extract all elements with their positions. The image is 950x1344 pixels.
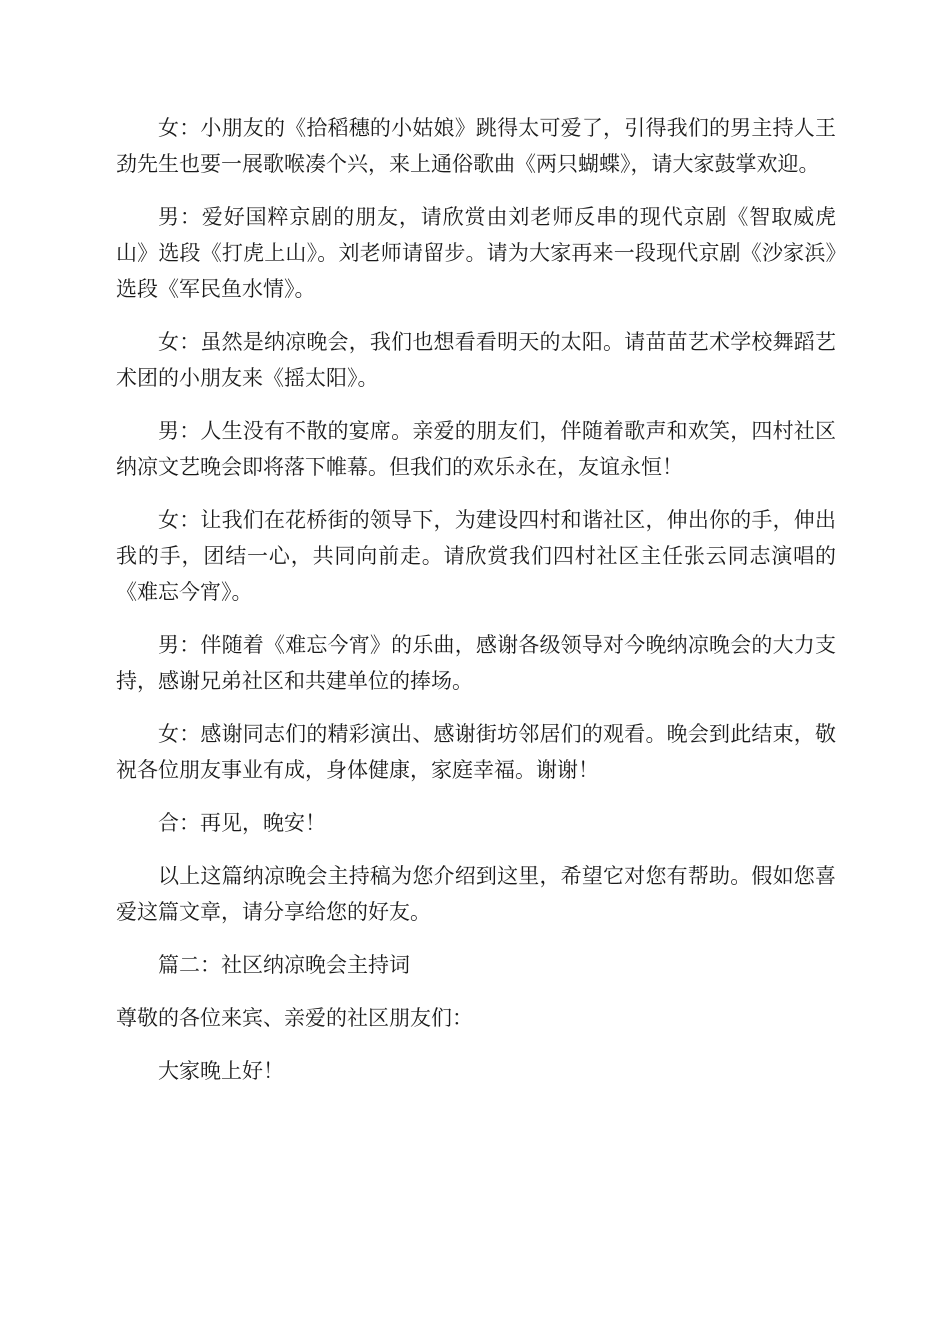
document-body [116, 110, 836, 1106]
paragraph-male-host-1: 男：爱好国粹京剧的朋友，请欣赏由刘老师反串的现代京剧《智取威虎山》选段《打虎上山》。刘老师请留步。请为大家再来一段现代京剧《沙家浜》选段《军民鱼水情》。 [116, 205, 836, 301]
section-heading: 篇二：社区纳凉晚会主持词 [158, 953, 410, 977]
salutation: 尊敬的各位来宾、亲爱的社区朋友们： [116, 1006, 473, 1030]
paragraph-female-host-1: 女：小朋友的《拾稻穗的小姑娘》跳得太可爱了，引得我们的男主持人王劲先生也要一展歌喉凑个兴，来上通俗歌曲《两只蝴蝶》，请大家鼓掌欢迎。 [116, 116, 836, 176]
paragraph-male-host-3: 男：伴随着《难忘今宵》的乐曲，感谢各级领导对今晚纳凉晚会的大力支持，感谢兄弟社区和共建单位的捧场。 [116, 633, 836, 693]
paragraph-female-host-2: 女：虽然是纳凉晚会，我们也想看看明天的太阳。请苗苗艺术学校舞蹈艺术团的小朋友来《摇太阳》。 [116, 330, 836, 390]
paragraph-female-host-3: 女：让我们在花桥街的领导下，为建设四村和谐社区，伸出你的手，伸出我的手，团结一心，共同向前走。请欣赏我们四村社区主任张云同志演唱的《难忘今宵》。 [116, 508, 836, 604]
paragraph-female-host-4: 女：感谢同志们的精彩演出、感谢街坊邻居们的观看。晚会到此结束，敬祝各位朋友事业有成，身体健康，家庭幸福。谢谢！ [116, 722, 836, 782]
paragraph-closing-note: 以上这篇纳凉晚会主持稿为您介绍到这里，希望它对您有帮助。假如您喜爱这篇文章，请分享给您的好友。 [116, 864, 836, 924]
greeting: 大家晚上好！ [158, 1059, 284, 1083]
paragraph-together: 合：再见，晚安！ [158, 811, 326, 835]
paragraph-male-host-2: 男：人生没有不散的宴席。亲爱的朋友们，伴随着歌声和欢笑，四村社区纳凉文艺晚会即将落下帷幕。但我们的欢乐永在，友谊永恒！ [116, 419, 836, 479]
